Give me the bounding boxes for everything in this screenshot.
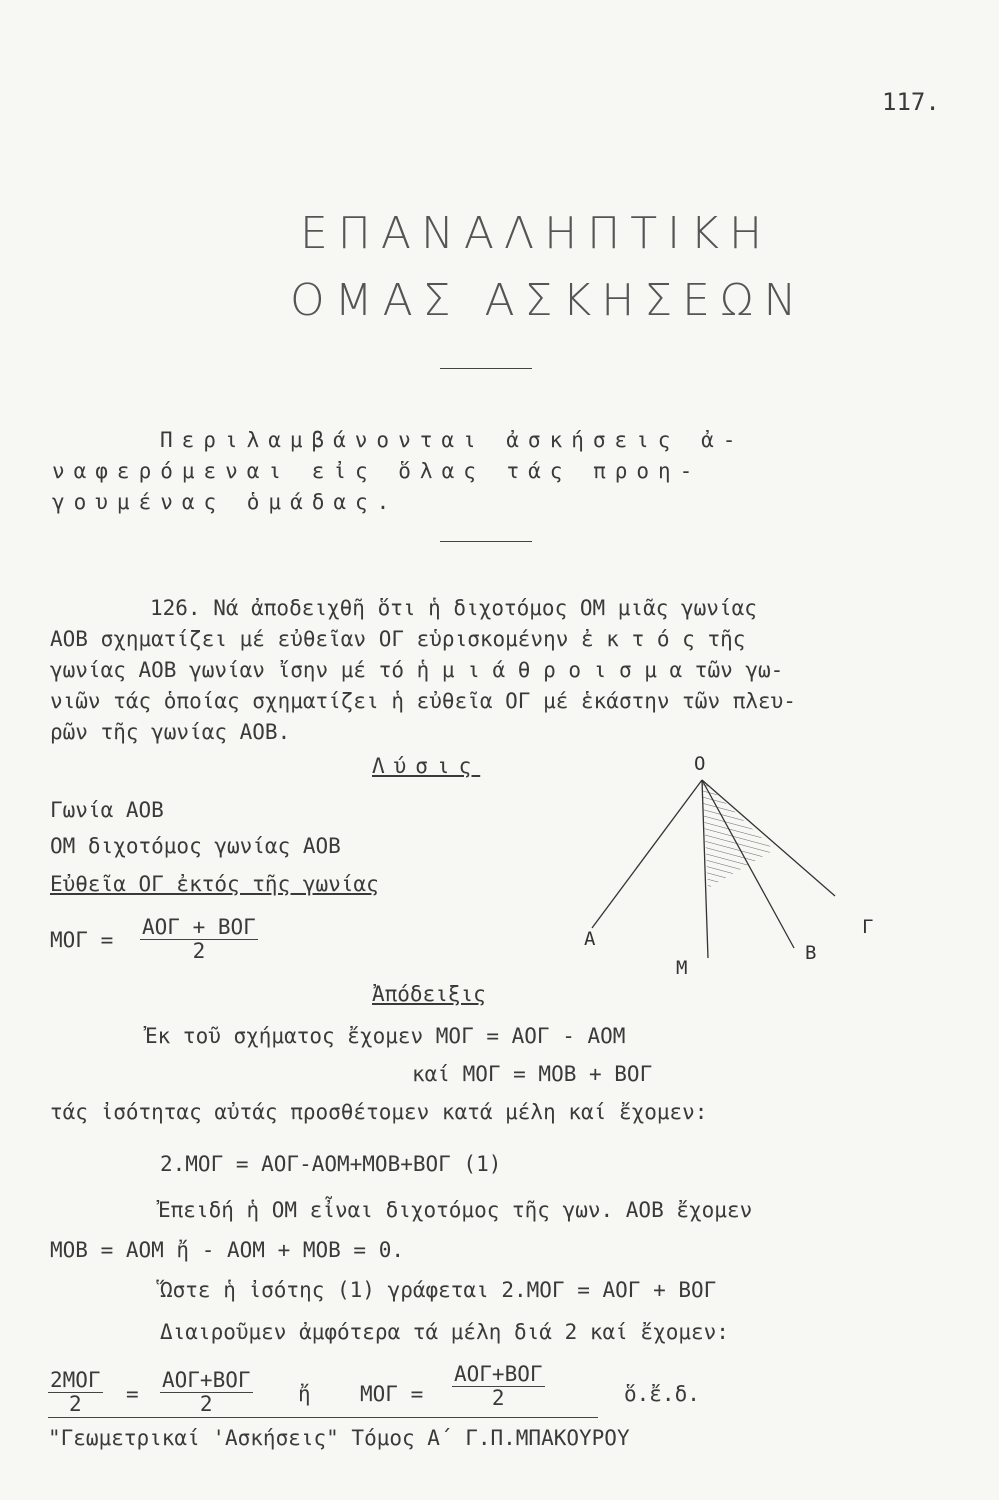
- final-lhs: ΜΟΓ =: [360, 1382, 424, 1406]
- problem-line-2: ΑΟΒ σχηματίζει μέ εὐθεῖαν ΟΓ εὑρισκομένην ἐ κ τ ό ς τῆς: [50, 627, 746, 651]
- page-number: 117.: [882, 88, 940, 116]
- label-G: Γ: [862, 916, 874, 938]
- proof-line-3: τάς ἰσότητας αὐτάς προσθέτομεν κατά μέλη καί ἔχομεν:: [50, 1100, 708, 1124]
- to-prove-numerator: ΑΟΓ + ΒΟΓ: [142, 915, 256, 939]
- footer-rule: [48, 1417, 598, 1418]
- title-line-2: ΟΜΑΣ ΑΣΚΗΣΕΩΝ: [290, 275, 807, 326]
- intro-line-1: Περιλαμβάνονται ἀσκήσεις ἀ-: [160, 428, 745, 452]
- angle-figure: [560, 740, 890, 980]
- proof-line-2: καί ΜΟΓ = ΜΟΒ + ΒΟΓ: [412, 1062, 653, 1086]
- problem-line-3: γωνίας ΑΟΒ γωνίαν ἴσην μέ τό ἡ μ ι ά θ ρ ο ι σ μ α τῶν γω-: [50, 658, 784, 682]
- given-line-3: Εὐθεῖα ΟΓ ἐκτός τῆς γωνίας: [50, 872, 379, 896]
- ray-OA: [592, 780, 702, 928]
- intro-line-2: ναφερόμεναι εἰς ὅλας τάς προη-: [52, 459, 702, 483]
- final-fraction-2-denominator: 2: [199, 1392, 213, 1416]
- title-line-1: ΕΠΑΝΑΛΗΠΤΙΚΗ: [300, 208, 773, 259]
- intro-divider: [440, 541, 532, 542]
- to-prove-lhs: ΜΟΓ =: [50, 928, 114, 952]
- final-fraction-1-numerator: 2ΜΟΓ: [50, 1368, 101, 1392]
- final-fraction-1: [48, 1368, 103, 1416]
- problem-line-4: νιῶν τάς ὁποίας σχηματίζει ἡ εὐθεῖα ΟΓ μέ ἑκάστην τῶν πλευ-: [50, 689, 796, 713]
- solution-heading: Λύσις: [372, 754, 481, 778]
- to-prove-fraction: [140, 915, 258, 963]
- given-line-1: Γωνία ΑΟΒ: [50, 798, 164, 822]
- proof-line-5: Ἐπειδή ἡ ΟΜ εἶναι διχοτόμος τῆς γων. ΑΟΒ ἔχομεν: [158, 1198, 753, 1222]
- title-divider: [440, 368, 532, 369]
- qed: ὅ.ἔ.δ.: [624, 1382, 700, 1406]
- proof-line-8: Διαιροῦμεν ἀμφότερα τά μέλη διά 2 καί ἔχομεν:: [160, 1320, 729, 1344]
- final-equals: =: [126, 1382, 139, 1406]
- label-M: Μ: [676, 957, 688, 979]
- final-fraction-2-numerator: ΑΟΓ+ΒΟΓ: [162, 1368, 251, 1392]
- final-fraction-3-numerator: ΑΟΓ+ΒΟΓ: [454, 1362, 543, 1386]
- proof-line-4: 2.ΜΟΓ = ΑΟΓ-ΑΟΜ+ΜΟΒ+ΒΟΓ (1): [160, 1152, 502, 1176]
- proof-line-1: Ἐκ τοῦ σχήματος ἔχομεν ΜΟΓ = ΑΟΓ - ΑΟΜ: [145, 1024, 626, 1048]
- final-fraction-1-denominator: 2: [68, 1392, 82, 1416]
- proof-line-7: Ὥστε ἡ ἰσότης (1) γράφεται 2.ΜΟΓ = ΑΟΓ + ΒΟΓ: [160, 1278, 717, 1302]
- problem-line-1: 126. Νά ἀποδειχθῆ ὅτι ἡ διχοτόμος ΟΜ μιᾶς γωνίας: [150, 596, 757, 620]
- label-O: Ο: [694, 753, 706, 775]
- problem-line-5: ρῶν τῆς γωνίας ΑΟΒ.: [50, 720, 291, 744]
- to-prove-denominator: 2: [192, 939, 206, 963]
- given-line-2: ΟΜ διχοτόμος γωνίας ΑΟΒ: [50, 834, 341, 858]
- label-B: Β: [805, 942, 817, 964]
- intro-line-3: γουμένας ὁμάδας.: [52, 490, 399, 514]
- footer-citation: "Γεωμετρικαί 'Ασκήσεις" Τόμος Α΄ Γ.Π.ΜΠΑΚΟΥΡΟΥ: [48, 1426, 630, 1450]
- final-or: ἤ: [298, 1382, 311, 1406]
- final-fraction-2: [160, 1368, 253, 1416]
- final-fraction-3: [452, 1362, 545, 1410]
- final-fraction-3-denominator: 2: [491, 1386, 505, 1410]
- proof-line-6: ΜΟΒ = ΑΟΜ ἤ - ΑΟΜ + ΜΟΒ = 0.: [50, 1238, 405, 1262]
- proof-heading: Ἀπόδειξις: [372, 982, 486, 1006]
- label-A: Α: [584, 928, 596, 950]
